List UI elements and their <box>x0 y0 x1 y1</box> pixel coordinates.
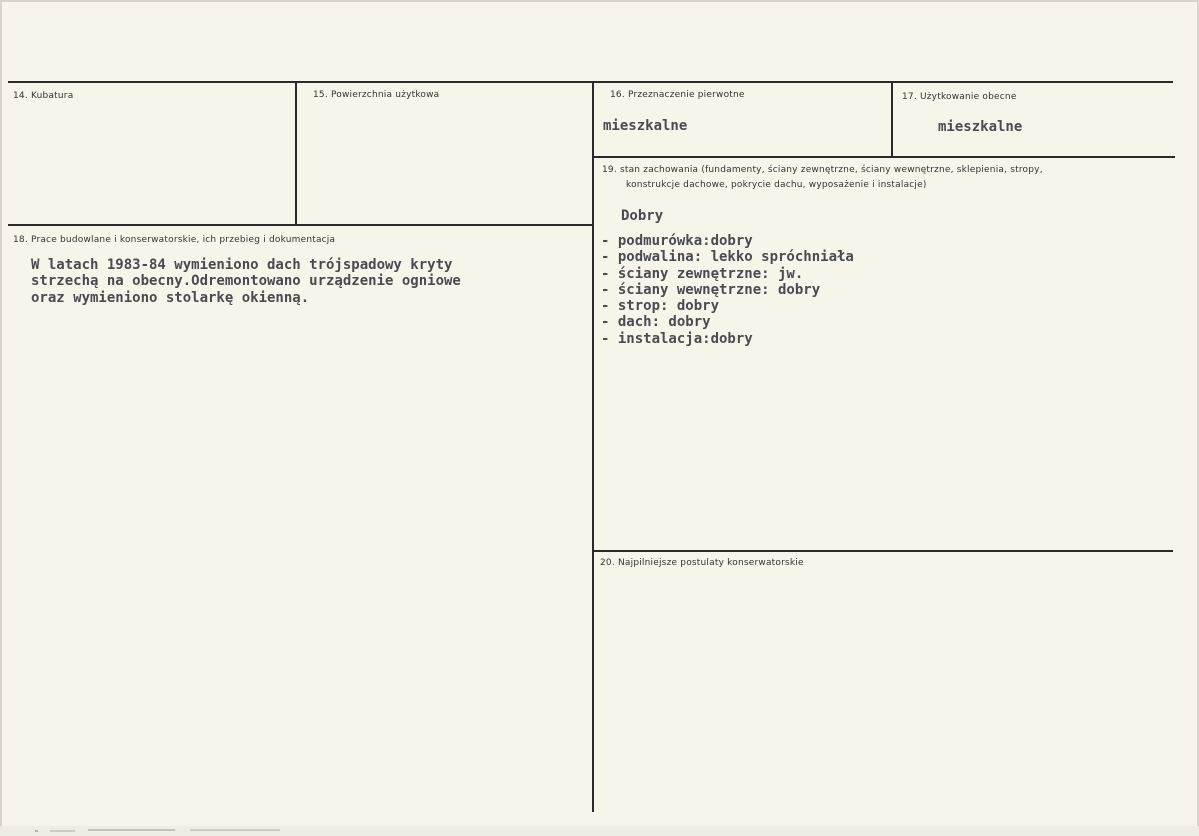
field-19-item: - podmurówka:dobry <box>601 233 753 249</box>
field-18-text <box>31 257 461 306</box>
field-19-item: - instalacja:dobry <box>601 330 753 347</box>
field-19-label-line2: konstrukcje dachowe, pokrycie dachu, wyposażenie i instalacje) <box>626 180 927 190</box>
field-19-item: - podwalina: lekko spróchniała <box>601 249 854 266</box>
field-19-item: - strop: dobry <box>601 298 720 315</box>
field-14-label: 14. Kubatura <box>13 91 74 101</box>
field-19-heading: Dobry <box>621 208 664 224</box>
rule-under-16-17 <box>593 156 1175 158</box>
field-16-value: mieszkalne <box>603 118 688 134</box>
field-18-line: strzechą na obecny.Odremontowano urządzenie ogniowe <box>31 273 461 290</box>
field-18-label: 18. Prace budowlane i konserwatorskie, ich przebieg i dokumentacja <box>13 235 336 245</box>
scan-edge <box>0 826 1199 836</box>
rule-under-14-15 <box>8 224 594 226</box>
field-17-value: mieszkalne <box>938 119 1023 135</box>
field-19-list <box>601 233 854 347</box>
divider-16-17 <box>891 82 893 156</box>
divider-14-15 <box>295 82 297 225</box>
field-18-line: oraz wymieniono stolarkę okienną. <box>31 289 310 306</box>
field-19-label-line1: 19. stan zachowania (fundamenty, ściany zewnętrzne, ściany wewnętrzne, sklepienia, stropy, <box>602 165 1043 175</box>
field-20-label: 20. Najpilniejsze postulaty konserwatorskie <box>600 558 804 568</box>
field-19-item: - ściany wewnętrzne: dobry <box>601 281 821 298</box>
divider-15-16 <box>592 82 594 812</box>
field-16-label: 16. Przeznaczenie pierwotne <box>610 90 745 100</box>
field-18-line: W latach 1983-84 wymieniono dach trójspadowy kryty <box>31 257 453 273</box>
top-rule <box>8 81 1173 83</box>
field-19-item: - dach: dobry <box>601 314 711 331</box>
field-17-label: 17. Użytkowanie obecne <box>902 92 1017 102</box>
field-19-item: - ściany zewnętrzne: jw. <box>601 265 804 282</box>
field-15-label: 15. Powierzchnia użytkowa <box>313 90 440 100</box>
rule-above-20 <box>593 550 1173 552</box>
